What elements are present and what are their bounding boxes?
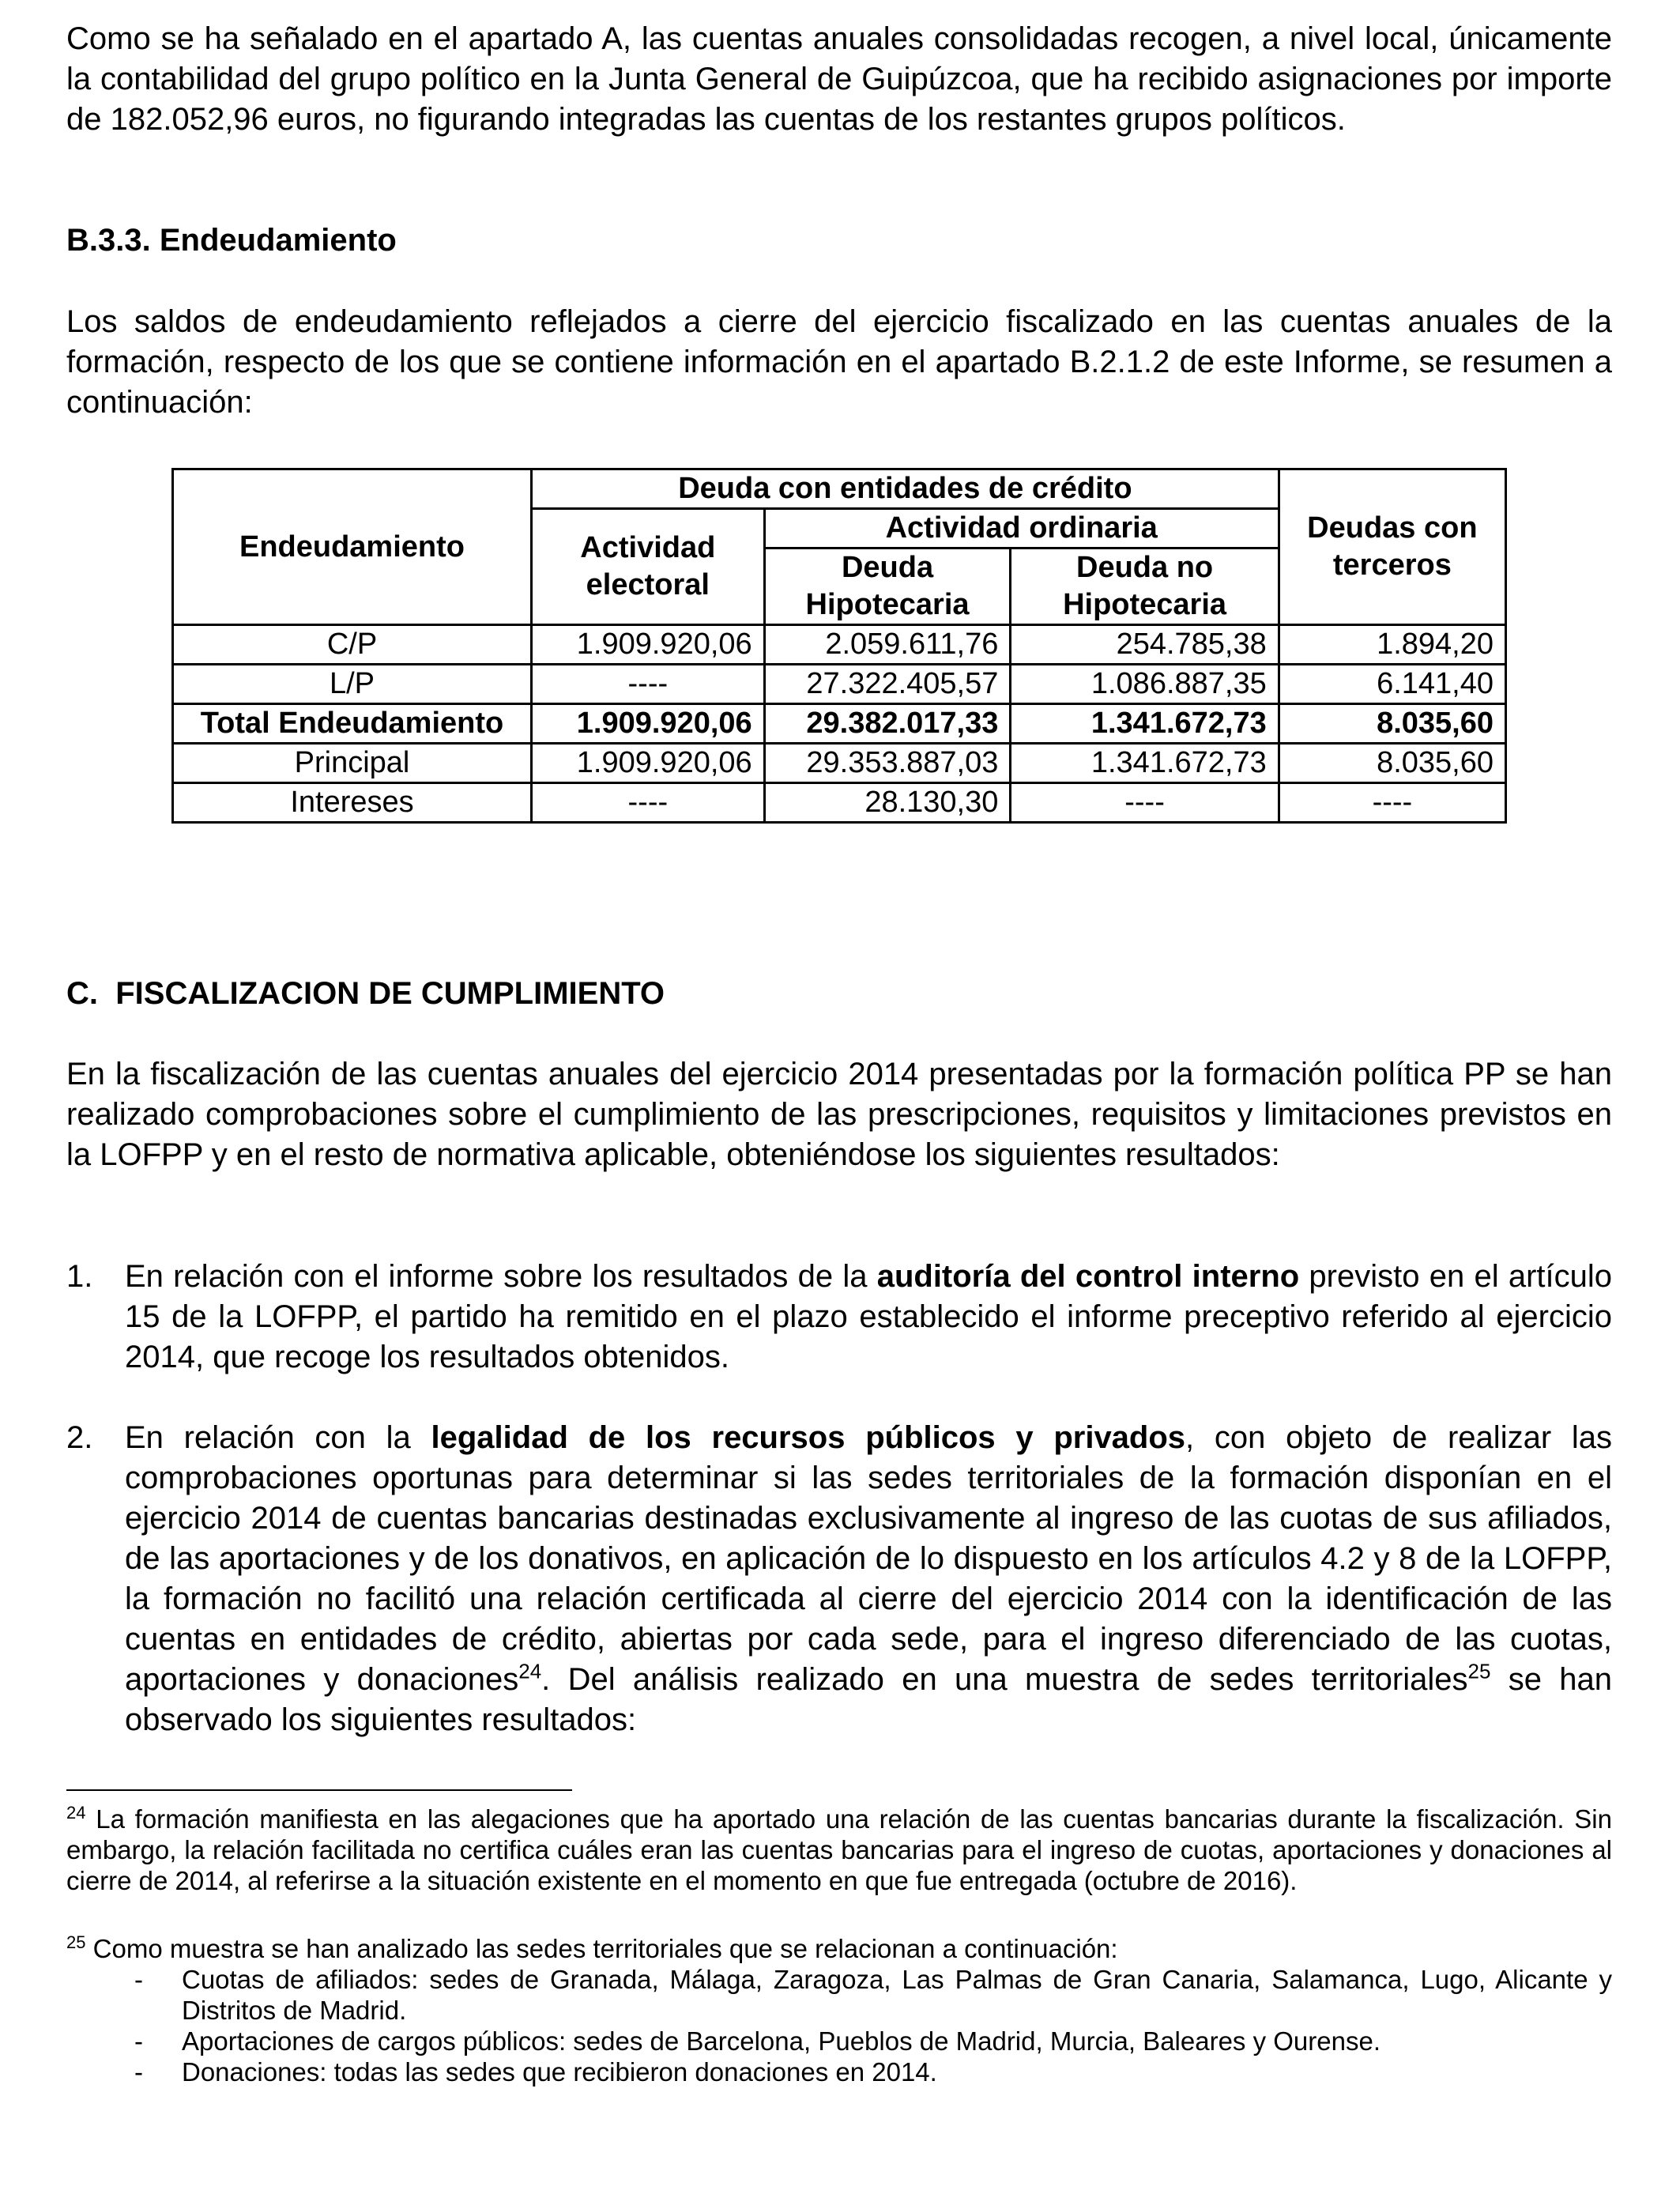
list-item-text <box>125 1257 1612 1378</box>
cell-non-mortgage: 1.086.887,35 <box>1011 665 1279 704</box>
list-item-2 <box>66 1418 1612 1740</box>
header-mortgage: Deuda Hipotecaria <box>764 548 1011 625</box>
list-item <box>66 2056 1612 2087</box>
cell-non-mortgage: 254.785,38 <box>1011 625 1279 665</box>
footnote-number: 24 <box>66 1803 86 1823</box>
bold-text-run: legalidad de los recursos públicos y privados <box>431 1420 1186 1455</box>
list-item-text: Donaciones: todas las sedes que recibieron donaciones en 2014. <box>182 2057 937 2087</box>
header-ordinary: Actividad ordinaria <box>764 509 1279 548</box>
text-run: . Del análisis realizado en una muestra de sedes territoriales <box>541 1662 1468 1697</box>
debt-intro-paragraph: Los saldos de endeudamiento reflejados a cierre del ejercicio fiscalizado en las cuentas anuales de la formación, respecto de los que se contiene información en el apartado B.2.1.2 de este Informe, se resumen a continuación: <box>66 304 1612 420</box>
footnote-ref-25[interactable]: 25 <box>1467 1659 1491 1683</box>
cell-electoral: 1.909.920,06 <box>531 625 764 665</box>
text-run: , con objeto de realizar las comprobaciones oportunas para determinar si las sedes territoriales de la formación disponían en el ejercicio 2014 de cuentas bancarias destinadas exclusivamente al ingreso de las cuotas de sus afiliados, de las aportaciones y de los donativos, en aplicación de lo dispuesto en los artículos 4.2 y 8 de la LOFPP, la formación no facilitó una relación certificada al cierre del ejercicio 2014 con la identificación de las cuentas en entidades de crédito, abiertas por cada sede, para el ingreso diferenciado de las cuotas, aportaciones y donaciones <box>125 1420 1612 1697</box>
text-run: se han observado los siguientes resultados: <box>125 1662 1612 1737</box>
row-label: C/P <box>173 625 532 665</box>
footnote-number: 25 <box>66 1932 86 1952</box>
list-number: 2. <box>66 1420 93 1455</box>
cell-mortgage: 27.322.405,57 <box>764 665 1011 704</box>
cell-mortgage: 28.130,30 <box>764 783 1011 823</box>
section-heading-b33: B.3.3. Endeudamiento <box>66 223 397 258</box>
debt-table <box>171 468 1507 824</box>
list-item-text <box>125 1418 1612 1740</box>
cell-electoral: 1.909.920,06 <box>531 704 764 744</box>
table-row <box>173 625 1506 665</box>
cell-non-mortgage: 1.341.672,73 <box>1011 704 1279 744</box>
cell-third-parties: ---- <box>1279 783 1505 823</box>
row-label: Total Endeudamiento <box>173 704 532 744</box>
header-third-parties: Deudas con terceros <box>1279 469 1505 625</box>
cell-third-parties: 6.141,40 <box>1279 665 1505 704</box>
footnote-divider <box>66 1789 572 1791</box>
bold-text-run: auditoría del control interno <box>876 1259 1300 1294</box>
cell-third-parties: 8.035,60 <box>1279 704 1505 744</box>
footnote-ref-24[interactable]: 24 <box>518 1659 542 1683</box>
list-item-1 <box>66 1257 1612 1378</box>
cell-mortgage: 2.059.611,76 <box>764 625 1011 665</box>
footnote-text: La formación manifiesta en las alegaciones que ha aportado una relación de las cuentas bancarias durante la fiscalización. Sin embargo, la relación facilitada no certifica cuáles eran las cuentas bancarias para el ingreso de cuotas, aportaciones y donaciones al cierre de 2014, al referirse a la situación existente en el momento en que fue entregada (octubre de 2016). <box>66 1804 1612 1895</box>
table-row <box>173 744 1506 783</box>
cell-mortgage: 29.353.887,03 <box>764 744 1011 783</box>
list-number: 1. <box>66 1259 93 1294</box>
cell-third-parties: 1.894,20 <box>1279 625 1505 665</box>
header-electoral: Actividad electoral <box>531 509 764 625</box>
section-heading-c: C. FISCALIZACION DE CUMPLIMIENTO <box>66 976 665 1011</box>
row-label: L/P <box>173 665 532 704</box>
dash-bullet: - <box>134 1965 143 1994</box>
footnote-25-list <box>66 1964 1612 2087</box>
footnote-text: Como muestra se han analizado las sedes territoriales que se relacionan a continuación: <box>85 1934 1118 1963</box>
intro-paragraph: Como se ha señalado en el apartado A, las cuentas anuales consolidadas recogen, a nivel local, únicamente la contabilidad del grupo político en la Junta General de Guipúzcoa, que ha recibido asignaciones por importe de 182.052,96 euros, no figurando integradas las cuentas de los restantes grupos políticos. <box>66 21 1612 137</box>
text-run: En relación con el informe sobre los resultados de la <box>125 1259 877 1294</box>
footnote-25 <box>66 1933 1612 1964</box>
list-item <box>66 1964 1612 2026</box>
list-item-text: Cuotas de afiliados: sedes de Granada, Málaga, Zaragoza, Las Palmas de Gran Canaria, Salamanca, Lugo, Alicante y Distritos de Madrid. <box>182 1965 1612 2025</box>
table-header-row <box>173 469 1506 509</box>
header-credit-entities: Deuda con entidades de crédito <box>531 469 1279 509</box>
cell-electoral: 1.909.920,06 <box>531 744 764 783</box>
dash-bullet: - <box>134 2057 143 2087</box>
footnote-24 <box>66 1804 1612 1896</box>
row-label: Intereses <box>173 783 532 823</box>
dash-bullet: - <box>134 2026 143 2056</box>
header-non-mortgage: Deuda no Hipotecaria <box>1011 548 1279 625</box>
cell-electoral: ---- <box>531 783 764 823</box>
cell-mortgage: 29.382.017,33 <box>764 704 1011 744</box>
list-item-text: Aportaciones de cargos públicos: sedes de Barcelona, Pueblos de Madrid, Murcia, Baleares y Ourense. <box>182 2026 1381 2056</box>
table-row <box>173 783 1506 823</box>
cell-non-mortgage: 1.341.672,73 <box>1011 744 1279 783</box>
cell-non-mortgage: ---- <box>1011 783 1279 823</box>
list-item <box>66 2026 1612 2056</box>
cell-third-parties: 8.035,60 <box>1279 744 1505 783</box>
header-endeudamiento: Endeudamiento <box>173 469 532 625</box>
text-run: previsto en el artículo 15 de la LOFPP, el partido ha remitido en el plazo establecido el informe preceptivo referido al ejercicio 2014, que recoge los resultados obtenidos. <box>125 1259 1612 1374</box>
row-label: Principal <box>173 744 532 783</box>
table-row <box>173 665 1506 704</box>
cell-electoral: ---- <box>531 665 764 704</box>
table-row-total <box>173 704 1506 744</box>
text-run: En relación con la <box>125 1420 431 1455</box>
compliance-intro-paragraph: En la fiscalización de las cuentas anuales del ejercicio 2014 presentadas por la formación política PP se han realizado comprobaciones sobre el cumplimiento de las prescripciones, requisitos y limitaciones previstos en la LOFPP y en el resto de normativa aplicable, obteniéndose los siguientes resultados: <box>66 1057 1612 1172</box>
